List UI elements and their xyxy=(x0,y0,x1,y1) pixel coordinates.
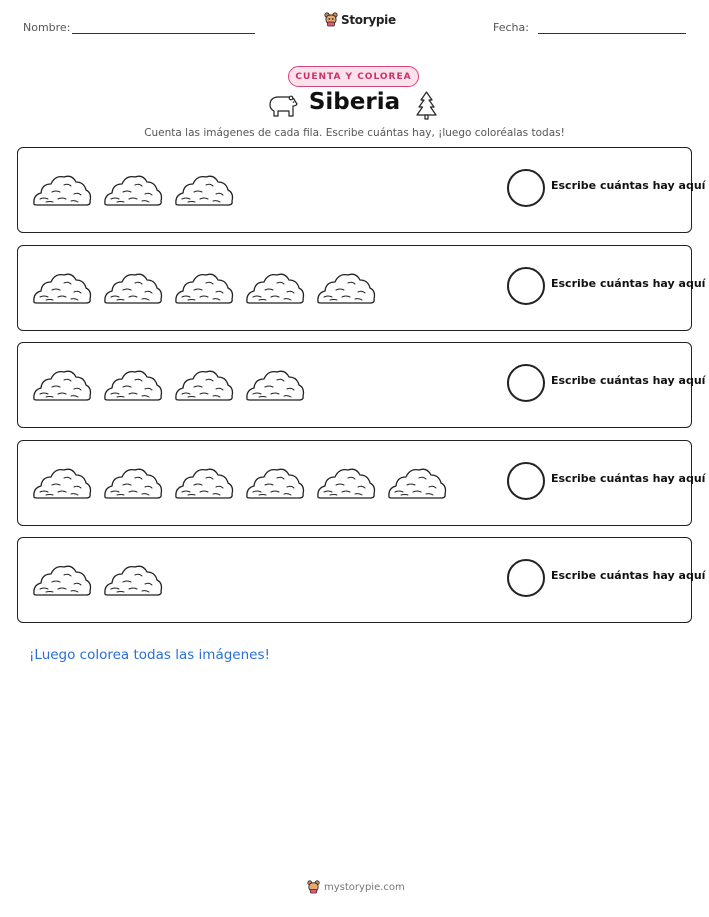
snow-pile-icon xyxy=(31,168,93,212)
snow-pile-icon xyxy=(244,363,306,407)
answer-circle[interactable] xyxy=(507,364,545,402)
snow-pile-icon xyxy=(315,266,377,310)
site-url: mystorypie.com xyxy=(324,881,405,893)
answer-circle[interactable] xyxy=(507,462,545,500)
answer-circle[interactable] xyxy=(507,169,545,207)
snow-pile-icon xyxy=(102,168,164,212)
site-footer xyxy=(307,880,405,894)
activity-badge: CUENTA Y COLOREA xyxy=(288,66,419,87)
pine-tree-icon xyxy=(414,90,439,121)
date-label: Fecha: xyxy=(493,21,529,34)
snow-pile-icon xyxy=(173,168,235,212)
snow-pile-icon xyxy=(173,266,235,310)
answer-prompt: Escribe cuántas hay aquí xyxy=(551,569,706,582)
snow-pile-icon xyxy=(102,558,164,602)
date-line[interactable] xyxy=(538,33,686,34)
answer-prompt: Escribe cuántas hay aquí xyxy=(551,179,706,192)
snow-pile-icon xyxy=(173,363,235,407)
answer-prompt: Escribe cuántas hay aquí xyxy=(551,472,706,485)
mascot-icon xyxy=(324,12,338,27)
answer-prompt: Escribe cuántas hay aquí xyxy=(551,277,706,290)
snow-pile-icon xyxy=(315,461,377,505)
count-row xyxy=(17,537,706,623)
count-row xyxy=(17,440,706,526)
snow-pile-icon xyxy=(31,558,93,602)
snow-pile-icon xyxy=(31,461,93,505)
count-row xyxy=(17,342,706,428)
color-note: ¡Luego colorea todas las imágenes! xyxy=(29,647,270,663)
count-row xyxy=(17,147,706,233)
snow-pile-icon xyxy=(31,266,93,310)
name-line[interactable] xyxy=(72,33,255,34)
answer-circle[interactable] xyxy=(507,559,545,597)
snow-pile-icon xyxy=(102,266,164,310)
snow-pile-icon xyxy=(31,363,93,407)
count-row xyxy=(17,245,706,331)
snow-pile-icon xyxy=(244,461,306,505)
snow-pile-icon xyxy=(102,461,164,505)
instructions: Cuenta las imágenes de cada fila. Escribe cuántas hay, ¡luego coloréalas todas! xyxy=(144,127,565,139)
page-title: Siberia xyxy=(308,89,401,115)
brand-name: Storypie xyxy=(341,12,396,27)
snow-pile-icon xyxy=(244,266,306,310)
name-label: Nombre: xyxy=(23,21,71,34)
snow-pile-icon xyxy=(386,461,448,505)
snow-pile-icon xyxy=(173,461,235,505)
answer-circle[interactable] xyxy=(507,267,545,305)
mascot-icon xyxy=(307,880,320,894)
answer-prompt: Escribe cuántas hay aquí xyxy=(551,374,706,387)
snow-pile-icon xyxy=(102,363,164,407)
brand-logo xyxy=(324,12,396,27)
